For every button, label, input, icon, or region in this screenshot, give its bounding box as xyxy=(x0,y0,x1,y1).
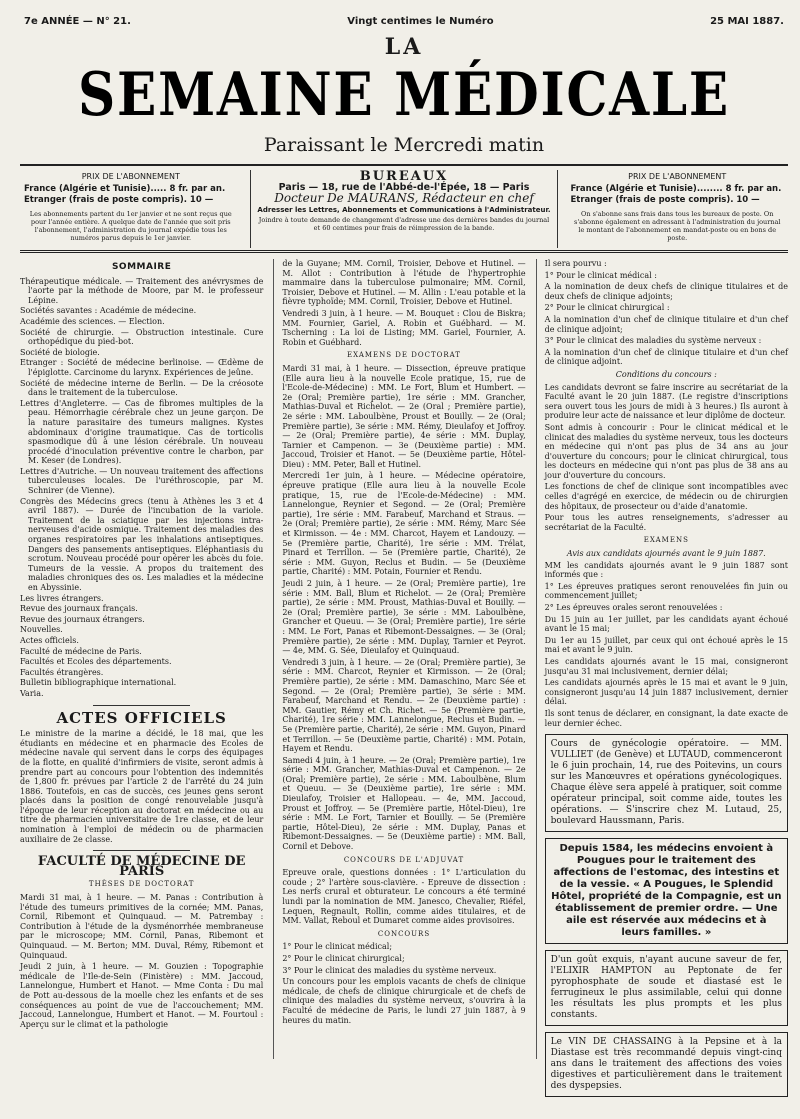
conditions-para: Les fonctions de chef de clinique sont incompatibles avec celles d'agrégé en exercice, de médecin ou de chirurgien des hôpitaux, de prosecteur ou d'aide d'anatomie. xyxy=(544,482,788,511)
theses-vendredi: Vendredi 3 juin, à 1 heure. — M. Bouquet : Clou de Biskra; MM. Fournier, Gariel, A. Robin et Guébhard. — M. Tscherning : La loi de Listing; MM. Gariel, Fournier, A. Robin et Guébhard. xyxy=(282,308,526,347)
subscription-box-left xyxy=(20,170,242,248)
theses-para: Jeudi 2 juin, à 1 heure. — M. Gouzien : Topographie médicale de l'Ile-de-Sein (Finistère) : MM. Jaccoud, Lannelongue, Humbert et Hanot. — Mme Conta : Du mal de Pott au-dessous de la moelle chez les enfants et de ses conséquences au point de vue de l'accouchement; MM. Jaccoud, Lannelongue, Humbert et Hanot. — M. Fourtoul : Aperçu sur le climat et la pathologie xyxy=(20,962,264,1029)
column-2 xyxy=(273,259,525,1059)
subscription-etranger: Etranger (frais de poste compris). 10 — xyxy=(24,195,214,205)
clinicat-line: Il sera pourvu : xyxy=(544,259,607,268)
sommaire-item: Etranger : Société de médecine berlinoise. — Œdème de l'épiglotte. Carcinome du larynx. Expériences de jeûne. xyxy=(20,358,264,377)
sommaire-item: Société de biologie. xyxy=(20,347,100,357)
concours-text: Un concours pour les emplois vacants de chefs de clinique médicale, de chefs de clinique chirurgicale et de chefs de clinique des maladies du système nerveux, s'ouvrira à la Faculté de médecine de Paris, le lundi 27 juin 1887, à 9 heures du matin. xyxy=(282,977,526,1025)
newspaper-page xyxy=(20,12,788,1112)
bureaux-doctor: Docteur De MAURANS, Rédacteur en chef xyxy=(274,191,534,205)
ad-gynecologie: Cours de gynécologie opératoire. — MM. VULLIET (de Genève) et LUTAUD, commenceront le 6 juin prochain, 14, rue des Poitevins, un cours sur les Manœuvres et opérations gynécologiques. Chaque élève sera appelé à pratiquer, soit comme opérateur principal, soit comme aide, toutes les opérations. — S'inscrire chez M. Lutaud, 25, boulevard Haussmann, Paris. xyxy=(545,734,788,832)
masthead-title: SEMAINE MÉDICALE xyxy=(78,60,730,130)
examens-line: 2° Les épreuves orales seront renouvelées : xyxy=(544,603,723,612)
subscription-title: PRIX DE L'ABONNEMENT xyxy=(628,172,727,181)
subscription-box-right xyxy=(566,170,788,248)
examens-subtitle: Avis aux candidats ajournés avant le 9 juin 1887. xyxy=(566,549,766,559)
clinicat-line: 1° Pour le clinicat médical : xyxy=(544,270,657,280)
sommaire-item: Nouvelles. xyxy=(20,625,63,635)
ad-pougues: Depuis 1584, les médecins envoient à Pougues pour le traitement des affections de l'estomac, des intestins et de la vessie. « A Pougues, le Splendid Hôtel, propriété de la Compagnie, est un établissement de premier ordre. — Une aile est réservée aux médecins et à leurs familles. » xyxy=(545,838,788,944)
subscription-france: France (Algérie et Tunisie)..... 8 fr. par an. xyxy=(24,184,226,194)
examens-line: Les candidats ajournés avant le 15 mai, consigneront jusqu'au 31 mai inclusivement, dernier délai; xyxy=(544,656,788,676)
sommaire-item: Les livres étrangers. xyxy=(20,593,104,603)
examens-line: 1° Les épreuves pratiques seront renouvelées fin juin ou commencement juillet; xyxy=(544,581,788,601)
masthead-rule xyxy=(20,164,788,166)
clinicat-line: A la nomination d'un chef de clinique titulaire et d'un chef de clinique adjoint; xyxy=(544,314,788,334)
examen-para: Mardi 31 mai, à 1 heure. — Dissection, épreuve pratique (Elle aura lieu à la nouvelle Ecole pratique, 15, rue de l'Ecole-de-Médecine) : MM. Le Fort, Blum et Humbert. — 2e (Oral; Première partie), 1re série : MM. Grancher, Mathias-Duval et Richelot. — 2e (Oral ; Première partie), 2e série : MM. Laboulbène, Proust et Bouilly. — 2e (Oral; Première partie), 3e série : MM. Rémy, Dieulafoy et Joffroy. — 2e (Oral; Première partie), 4e série : MM. Duplay, Tarnier et Campenon. — 3e (Deuxième partie) : MM. Jaccoud, Troisier et Hanot. — 5e (Deuxième partie, Hôtel-Dieu) : MM. Peter, Ball et Hutinel. xyxy=(282,363,526,469)
examen-para: Jeudi 2 juin, à 1 heure. — 2e (Oral; Première partie), 1re série : MM. Ball, Blum et Richelot. — 2e (Oral; Première partie), 2e série : MM. Proust, Mathias-Duval et Bouilly. — 2e (Oral; Première partie), 3e série : MM. Laboulbène, Grancher et Queuu. — 3e (Oral; Première partie), 1re série : MM. Le Fort, Panas et Ribemont-Dessaignes. — 3e (Oral; Première partie), 2e série : MM. Duplay, Tarnier et Peyrot. — 4e, MM. G. Sée, Dieulafoy et Quinquaud. xyxy=(282,579,526,656)
examens-line: MM les candidats ajournés avant le 9 juin 1887 sont informés que : xyxy=(544,560,788,580)
ad-vin-chassaing: Le VIN DE CHASSAING à la Pepsine et à la Diastase est très recommandé depuis vingt-cinq ans dans le traitement des affections des voies digestives et particulièrement dans le traitement des dyspepsies. xyxy=(545,1032,788,1097)
sommaire-item: Congrès des Médecins grecs (tenu à Athènes les 3 et 4 avril 1887). — Durée de l'incubation de la variole. Traitement de la sciatique par les injections intra-nerveuses d'acide osmique. Traitement des maladies des organes respiratoires par les inhalations antiseptiques. Dangers des pansements antiseptiques. Eléphantiasis du scrotum. Nouveau procédé pour opérer les abcès du foie. Tumeurs de la vessie. A propos du traitement des maladies chroniques des os. Les maladies et la médecine en Abyssinie. xyxy=(20,496,264,592)
subscription-etranger: Etranger (frais de poste compris). 10 — xyxy=(570,195,760,205)
theses-title: THÈSES DE DOCTORAT xyxy=(88,880,195,889)
concours-title: CONCOURS xyxy=(377,929,431,938)
issue-price: Vingt centimes le Numéro xyxy=(347,15,494,27)
sommaire-item: Société de chirurgie. — Obstruction intestinale. Cure orthopédique du pied-bot. xyxy=(20,327,264,347)
examen-para: Samedi 4 juin, à 1 heure. — 2e (Oral; Première partie), 1re série : MM. Grancher, Mathias-Duval et Campenon. — 2e (Oral; Première partie), 2e série : MM. Laboulbène, Blum et Queuu. — 3e (Deuxième partie), 1re série : MM. Dieulafoy, Troisier et Hallopeau. — 4e, MM. Jaccoud, Proust et Joffroy. — 5e (Première partie, Hôtel-Dieu), 1re série : MM. Le Fort, Tarnier et Bouilly. — 5e (Première partie, Hôtel-Dieu), 2e série : MM. Duplay, Panas et Ribemont-Dessaignes. — 5e (Deuxième partie) : MM. Ball, Cornil et Debove. xyxy=(282,755,526,852)
sommaire-item: Lettres d'Angleterre. — Cas de fibromes multiples de la peau. Hémorrhagie cérébrale chez un jeune garçon. De la nature parasitaire des tumeurs malignes. Kystes abdominaux d'origine traumatique. Cas de torticolis spasmodique dû à une lésion cérébrale. Un nouveau procédé d'inoculation préventive contre le charbon, par M. Keser (de Londres). xyxy=(20,398,264,466)
faculte-title: FACULTÉ DE MÉDECINE DE PARIS xyxy=(37,854,246,879)
sommaire-item: Académie des sciences. — Election. xyxy=(20,316,165,326)
sommaire-item: Lettres d'Autriche. — Un nouveau traitement des affections tuberculeuses locales. De l'uréthroscopie, par M. Schnirer (de Vienne). xyxy=(20,466,264,496)
boxes-rule xyxy=(20,250,788,253)
subscription-note: On s'abonne sans frais dans tous les bureaux de poste. On s'abonne également en adressant à l'administration du journal le montant de l'abonnement en mandat-poste ou en bons de poste. xyxy=(574,210,781,242)
sommaire-item: Sociétés savantes : Académie de médecine. xyxy=(20,306,197,316)
masthead-la: LA xyxy=(384,34,424,60)
sommaire-item: Revue des journaux français. xyxy=(20,604,138,614)
examens-line: Ils sont tenus de déclarer, en consignant, la date exacte de leur dernier échec. xyxy=(544,708,788,728)
theses-continued: de la Guyane; MM. Cornil, Troisier, Debove et Hutinel. — M. Allot : Contribution à l'étude de l'hypertrophie mammaire dans la tuberculose pulmonaire; MM. Cornil, Troisier, Debove et Hutinel. — M. Allin : L'eau potable et la fièvre typhoïde; MM. Cornil, Troisier, Debove et Hutinel. xyxy=(282,259,526,307)
theses-para: Mardi 31 mai, à 1 heure. — M. Panas : Contribution à l'étude des tumeurs primitives de la cornée; MM. Panas, Cornil, Ribemont et Quinquaud. — M. Patrembay : Contribution à l'étude de la dysménorrhée membraneuse par le microscope; MM. Cornil, Panas, Ribemont et Quinquaud. — M. Berton; MM. Duval, Rémy, Ribemont et Quinquaud. xyxy=(20,893,264,960)
sommaire-item: Bulletin bibliographique international. xyxy=(20,678,177,688)
columns xyxy=(20,259,788,1092)
issue-date: 25 MAI 1887. xyxy=(710,15,784,27)
sommaire-item: Société de médecine interne de Berlin. — De la créosote dans le traitement de la tuberculose. xyxy=(20,378,264,398)
bureaux-title: BUREAUX xyxy=(359,169,449,184)
bureaux-box xyxy=(250,170,559,248)
sommaire-title: SOMMAIRE xyxy=(111,262,172,272)
examens-line: Du 1er au 15 juillet, par ceux qui ont échoué après le 15 mai et avant le 9 juin. xyxy=(544,635,788,655)
sommaire-list xyxy=(20,277,263,699)
examens-line: Les candidats ajournés après le 15 mai et avant le 9 juin, consigneront jusqu'au 14 juin 1887 inclusivement, dernier délai. xyxy=(544,678,788,707)
examens-doctorat-title: EXAMENS DE DOCTORAT xyxy=(346,351,461,360)
bureaux-address: Paris — 18, rue de l'Abbé-de-l'Épée, 18 — Paris xyxy=(278,182,530,193)
adjuvat-text: Epreuve orale, questions données : 1° L'articulation du coude ; 2° l'artère sous-clavière. - Epreuve de dissection : Les nerfs crural et obturateur. Le concours a été terminé lundi par la nomination de MM. Janesco, Chevalier, Riéfel, Lequen, Regnault, Rollin, comme aides titulaires, et de MM. Vallat, Reboul et Dumaret comme aides provisoires. xyxy=(282,868,526,926)
examen-para: Mercredi 1er juin, à 1 heure. — Médecine opératoire, épreuve pratique (Elle aura lieu à la nouvelle Ecole pratique, 15, rue de l'Ecole-de-Médecine) : MM. Lannelongue, Reynier et Segond. — 2e (Oral; Première partie), 1re série : MM. Farabeuf, Marchand et Straus. — 2e (Oral; Première partie), 2e série : MM. Rémy, Marc Sée et Kirmisson. — 4e : MM. Charcot, Hayem et Landouzy. — 5e (Première partie, Charité), 1re série : MM. Trélat, Pinard et Terrillon. — 5e (Première partie, Charité), 2e série : MM. Guyon, Reclus et Budin. — 5e (Deuxième partie, Charité) : MM. Potain, Fournier et Rendu. xyxy=(282,471,526,577)
clinicat-line: A la nomination de deux chefs de clinique titulaires et de deux chefs de clinique adjoints; xyxy=(544,282,788,301)
sommaire-item: Varia. xyxy=(20,688,44,698)
clinicat-line: 2° Pour le clinicat chirurgical : xyxy=(544,303,670,313)
info-boxes xyxy=(20,170,788,248)
conditions-para: Pour tous les autres renseignements, s'adresser au secrétariat de la Faculté. xyxy=(544,513,788,532)
subscription-france: France (Algérie et Tunisie)........ 8 fr. par an. xyxy=(570,184,782,194)
divider xyxy=(93,705,190,706)
sommaire-item: Facultés étrangères. xyxy=(20,667,104,677)
concours-item: 1° Pour le clinicat médical; xyxy=(282,942,393,952)
subscription-title: PRIX DE L'ABONNEMENT xyxy=(81,172,180,181)
conditions-title: Conditions du concours : xyxy=(615,369,717,379)
sommaire-item: Actes officiels. xyxy=(20,635,79,645)
conditions-para: Les candidats devront se faire inscrire au secrétariat de la Faculté avant le 20 juin 1887. (Le registre d'inscriptions sera ouvert tous les jours de midi à 3 heures.) Ils auront à produire leur acte de naissance et leur diplôme de docteur. xyxy=(544,382,788,421)
divider xyxy=(93,850,190,851)
top-line xyxy=(20,12,788,30)
actes-title: ACTES OFFICIELS xyxy=(56,708,227,727)
column-1 xyxy=(20,259,263,1059)
conditions-para: Sont admis à concourir : Pour le clinicat médical et le clinicat des maladies du système nerveux, tous les docteurs en médecine qui n'ont pas plus de 34 ans au jour d'ouverture du concours; pour le clinicat chirurgical, tous les docteurs en médecine qui n'ont pas plus de 38 ans au jour d'ouverture du concours. xyxy=(544,422,788,480)
subscription-note: Les abonnements partent du 1er janvier et ne sont reçus que pour l'année entière. A quelque date de l'année que soit pris l'abonnement, l'administration du journal expédie tous les numéros parus depuis le 1er janvier. xyxy=(29,210,232,242)
issue-number: 7e ANNÉE — N° 21. xyxy=(24,15,131,27)
ad-elixir-hampton: D'un goût exquis, n'ayant aucune saveur de fer, l'ELIXIR HAMPTON au Peptonate de fer pyrophosphate de soude et diastasé est le ferrugineux le plus assimilable, celui qui donne les résultats les plus prompts et les plus constants. xyxy=(545,950,788,1026)
concours-item: 3° Pour le clinicat des maladies du système nerveux. xyxy=(282,965,497,975)
clinicat-line: 3° Pour le clinicat des maladies du système nerveux : xyxy=(544,336,762,346)
actes-text: Le ministre de la marine a décidé, le 18 mai, que les étudiants en médecine et en pharmacie des Ecoles de médecine navale qui servent dans le corps des équipages de la flotte, en qualité d'infirmiers de visite, seront admis à prendre part au concours pour l'obtention des indemnités de 1,800 fr. prévues par l'article 2 de l'arrêté du 24 juin 1886. Toutefois, en cas de succès, ces jeunes gens seront placés dans la position de congé renouvelable jusqu'à l'époque de leur réception au doctorat en médecine ou au titre de pharmacien universitaire de 1re classe, et de leur nomination à l'emploi de médecin ou de pharmacien auxiliaire de 2e classe. xyxy=(20,729,264,844)
sommaire-item: Facultés et Ecoles des départements. xyxy=(20,657,172,667)
bureaux-instructions: Adresser les Lettres, Abonnements et Communications à l'Administrateur. xyxy=(257,206,551,214)
sommaire-item: Revue des journaux étrangers. xyxy=(20,614,145,624)
sommaire-item: Thérapeutique médicale. — Traitement des anévrysmes de l'aorte par la méthode de Moore, par M. le professeur Lépine. xyxy=(20,276,264,305)
concours-item: 2° Pour le clinicat chirurgical; xyxy=(282,953,405,963)
adjuvat-title: CONCOURS DE L'ADJUVAT xyxy=(343,855,465,864)
examens-line: Du 15 juin au 1er juillet, par les candidats ayant échoué avant le 15 mai; xyxy=(544,614,788,634)
examen-para: Vendredi 3 juin, à 1 heure. — 2e (Oral; Première partie), 3e série : MM. Charcot, Reynier et Kirmisson. — 2e (Oral; Première partie), 2e série : MM. Damaschino, Marc Sée et Segond. — 2e (Oral; Première partie), 3e série : MM. Farabeuf, Marchand et Rendu. — 2e (Deuxième partie) : MM. Gautier, Rémy et Ch. Richet. — 5e (Première partie, Charité), 1re série : MM. Lannelongue, Reclus et Budin. — 5e (Première partie, Charité), 2e série : MM. Guyon, Pinard et Terrillon. — 5e (Deuxième partie, Charité) : MM. Potain, Hayem et Rendu. xyxy=(282,657,526,754)
sommaire-item: Faculté de médecine de Paris. xyxy=(20,646,142,656)
bureaux-note: Joindre à toute demande de changement d'adresse une des dernières bandes du journal et 60 centimes pour frais de réimpression de la bande. xyxy=(258,216,550,232)
column-3 xyxy=(536,259,788,1092)
examens-title: EXAMENS xyxy=(643,536,689,545)
masthead-tagline: Paraissant le Mercredi matin xyxy=(263,134,545,156)
clinicat-line: A la nomination d'un chef de clinique titulaire et d'un chef de clinique adjoint. xyxy=(544,347,788,367)
